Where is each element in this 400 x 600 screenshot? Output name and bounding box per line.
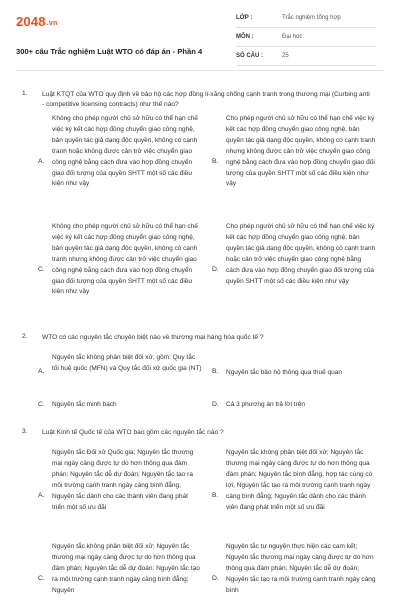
question-text: WTO có các nguyên tắc chuyên biệt nào về thương mại hàng hóa quốc tế ? [42, 334, 264, 341]
option-text: Cả 3 phương án trả lời trên [226, 401, 305, 408]
question-number: 2. [22, 333, 28, 340]
option-letter: D. [212, 575, 219, 582]
info-row-class [236, 14, 376, 28]
question-text: Luật KTQT của WTO quy định về bảo hộ các hợp đồng li-xăng chống cạnh tranh trong thương mại (Curbing anti - competitive licensing contracts) như thế nào? [42, 91, 370, 108]
option-letter: A. [38, 492, 45, 499]
option-letter: A. [38, 368, 45, 375]
question-2 [16, 333, 386, 443]
question-1 [16, 90, 386, 330]
question-number: 3. [22, 428, 28, 435]
info-label: MÔN : [236, 34, 254, 40]
question-text: Luật Kinh tế Quốc tế của WTO bao gồm các nguyên tắc nào ? [42, 429, 224, 436]
question-3 [16, 428, 386, 600]
option-text: Không cho phép người chủ sở hữu có thể hạn chế việc ký kết các hợp đồng chuyển giao công nghệ, bản quyền tác giả dạng độc quyền, không có cạnh tranh nhưng không được cản trở việc chuyển giao công nghệ bằng cách đưa vào hợp đồng chuyển giao đối tượng của quyền SHTT một số các điều kiện như vậy [52, 223, 198, 296]
option-letter: D. [212, 401, 219, 408]
option-text: Nguyên tắc tự nguyện thực hiện các cam kết; Nguyên tắc thương mại ngày càng được tự do hơn thông qua đàm phán; Nguyên tắc dễ dự đoán; Nguyên tắc tạo ra môi trường cạnh tranh ngày càng bình [226, 543, 376, 594]
document-title: 300+ câu Trắc nghiệm Luật WTO có đáp án - Phần 4 [16, 47, 203, 56]
site-logo[interactable]: 2048.vn [16, 14, 58, 29]
info-row-subject [236, 33, 376, 47]
info-label: SỐ CÂU : [236, 53, 263, 59]
option-text: Nguyên tắc bảo hộ thông qua thuế quan [226, 369, 343, 376]
option-text: Không cho phép người chủ sở hữu có thể hạn chế việc ký kết các hợp đồng chuyển giao công nghệ, bản quyền tác giả dạng độc quyền, không có cạnh tranh hoặc không được cản trở việc chuyển giao công nghệ bằng cách đưa vào hợp đồng chuyển giao đối tượng của quyền SHTT một số các điều kiện như vậy [52, 115, 198, 188]
option-letter: C. [38, 401, 45, 408]
option-letter: D. [212, 266, 219, 273]
option-text: Nguyên tắc không phân biệt đối xử, gồm: Quy tắc tối huệ quốc (MFN) và Quy tắc đối xử quốc gia (NT) [52, 354, 202, 372]
option-text: Nguyên tắc Đối xử Quốc gia; Nguyên tắc thương mại ngày càng được tự do hơn thông qua đàm phán; Nguyên tắc dễ dự đoán; Nguyên tắc tạo ra môi trường cạnh tranh ngày càng bình đẳng; Nguyên tắc dành cho các thành viên đang phát triển một số ưu đãi [52, 449, 194, 511]
option-letter: A. [38, 158, 45, 165]
option-text: Nguyên tắc không phân biệt đối xử; Nguyên tắc thương mại ngày càng được tự do hơn thông qua đàm phán; Nguyên tắc dễ dự đoán; Nguyên tắc tạo ra môi trường cạnh tranh ngày càng bình đẳng; Nguyên [52, 543, 200, 594]
option-letter: B. [212, 492, 219, 499]
header-divider [16, 70, 384, 71]
info-value: Trắc nghiệm tổng hợp [282, 15, 341, 21]
option-text: Nguyên tắc minh bạch [52, 401, 117, 408]
option-text: Cho phép người chủ sở hữu có thể hạn chế việc ký kết các hợp đồng chuyển giao công nghệ, bản quyền tác giả dạng độc quyền, không có cạnh tranh nhưng không được cản trở việc chuyển giao công nghệ bằng cách đưa vào hợp đồng chuyển giao đối tượng của quyền SHTT một số các điều kiện như vậy [226, 115, 376, 188]
option-letter: C. [38, 575, 45, 582]
question-number: 1. [22, 90, 28, 97]
info-label: LỚP : [236, 15, 253, 21]
option-letter: B. [212, 158, 219, 165]
option-letter: C. [38, 266, 45, 273]
info-row-count [236, 52, 376, 66]
option-letter: B. [212, 368, 219, 375]
option-text: Cho phép người chủ sở hữu có thể hạn chế việc ký kết các hợp đồng chuyển giao công nghệ, bản quyền tác giả dạng độc quyền, không có cạnh tranh hoặc cản trở việc chuyển giao công nghệ bằng cách đưa vào hợp đồng chuyển giao đối tượng của quyền SHTT một số các điều kiện như vậy [226, 223, 376, 285]
option-text: Nguyên tắc không phân biệt đối xử; Nguyên tắc thương mại ngày càng được tự do hơn thông qua đàm phán; Nguyên tắc bình đẳng, hợp tác cùng có lợi; Nguyên tắc tạo ra môi trường cạnh tranh ngày càng bình đẳng; Nguyên tắc dành cho các thành viên đang phát triển một số ưu đãi [226, 449, 373, 511]
quiz-info [236, 14, 376, 71]
info-value: Đại học [282, 34, 303, 40]
info-value: 25 [282, 53, 289, 59]
